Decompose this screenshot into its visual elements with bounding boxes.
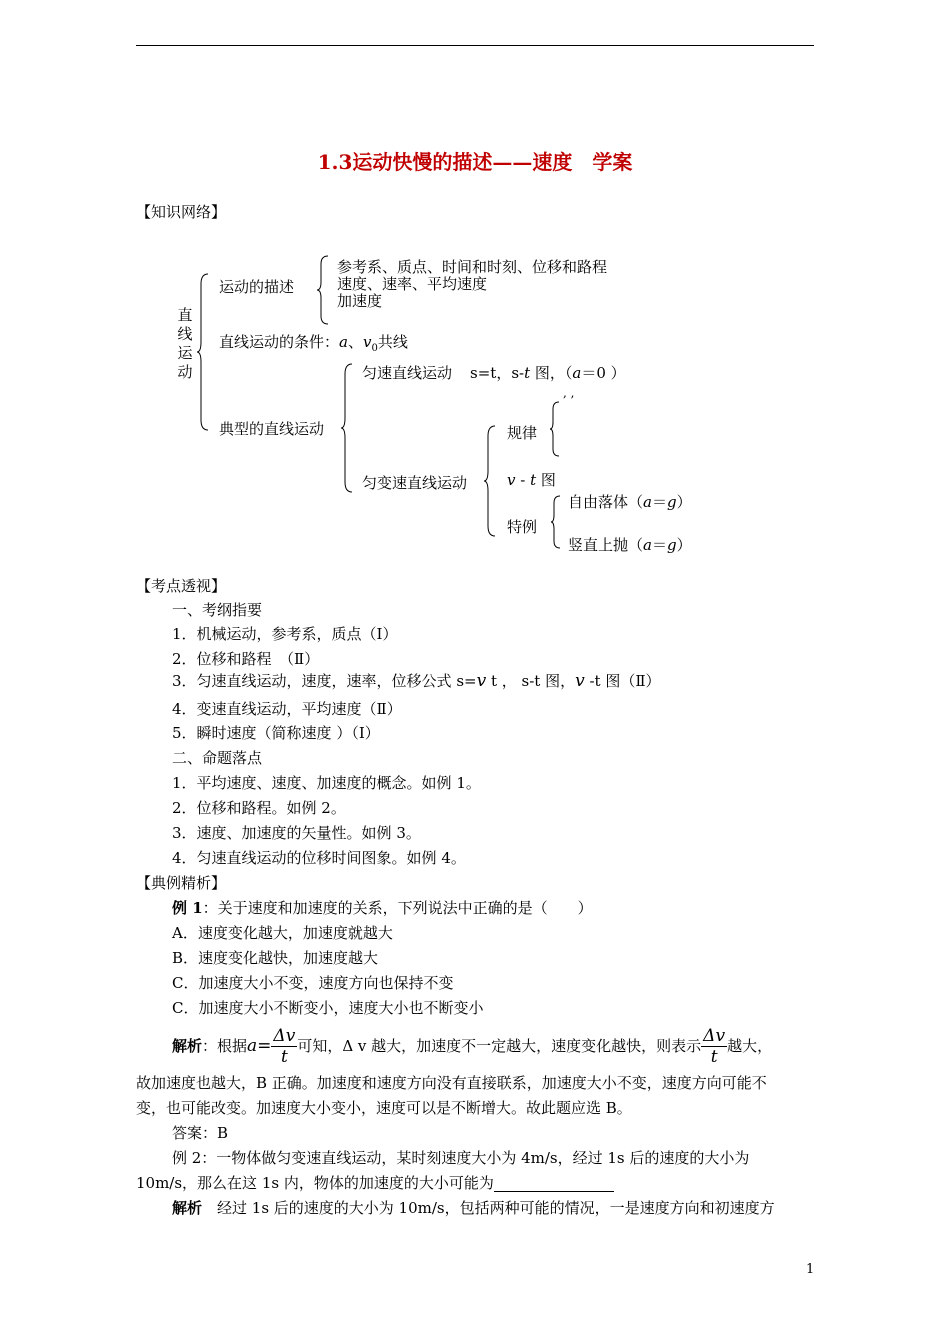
section-heading-network: 【知识网络】	[136, 203, 227, 221]
example1-option-b: B．速度变化越快，加速度越大	[172, 949, 379, 967]
exam-item-3: 3．匀速直线运动，速度，速率，位移公式 s=v t ， s-t 图，v -t 图（Ⅱ）	[172, 671, 661, 691]
example1-option-a: A．速度变化越大，加速度就越大	[172, 924, 393, 942]
network-desc: 运动的描述	[219, 278, 295, 296]
desc-item-2: 速度、速率、平均速度	[337, 275, 488, 293]
network-special: 特例	[507, 518, 538, 536]
exam-point-1: 1．平均速度、速度、加速度的概念。如例 1。	[172, 774, 481, 792]
page-title: 1.3运动快慢的描述——速度 学案	[317, 150, 633, 174]
example1-analysis-line3: 变，也可能改变。加速度大小变小，速度可以是不断增大。故此题应选 B。	[136, 1099, 632, 1117]
brace-law	[549, 400, 561, 458]
brace-root	[196, 272, 210, 432]
desc-item-3: 加速度	[337, 292, 383, 310]
fraction-dv-dt: $\frac{\Delta v}{t}$	[273, 1025, 296, 1067]
network-root: 直 线 运 动	[177, 306, 193, 381]
network-uniform: 匀速直线运动 s=t，s-t 图，（a＝0 ）	[362, 364, 626, 382]
exam-point-2: 2．位移和路程。如例 2。	[172, 799, 346, 817]
brace-typical	[340, 362, 354, 494]
network-freefall: 自由落体（a＝g）	[568, 493, 692, 511]
desc-item-1: 参考系、质点、时间和时刻、位移和路程	[337, 258, 608, 276]
exam-item-1: 1．机械运动，参考系，质点（Ⅰ）	[172, 625, 398, 643]
network-commas: , ,	[563, 386, 575, 400]
exam-heading-2: 二、命题落点	[172, 749, 263, 767]
brace-accel	[483, 424, 497, 538]
example1-answer: 答案：B	[172, 1124, 229, 1142]
network-law: 规律	[507, 424, 538, 442]
example1-question: 例 1：关于速度和加速度的关系，下列说法中正确的是（ ）	[172, 899, 593, 917]
example1-option-d: C．加速度大小不断变小，速度大小也不断变小	[172, 999, 484, 1017]
section-heading-exam: 【考点透视】	[136, 577, 227, 595]
header-rule	[136, 45, 814, 46]
network-condition: 直线运动的条件：a、$v_0$共线	[219, 333, 408, 354]
brace-desc	[316, 254, 330, 326]
exam-item-2: 2．位移和路程 （Ⅱ）	[172, 650, 320, 668]
fraction-dv-dt-2: $\frac{\Delta v}{t}$	[703, 1025, 726, 1067]
example2-line1: 例 2：一物体做匀变速直线运动，某时刻速度大小为 4m/s，经过 1s 后的速度的大小为	[172, 1149, 750, 1167]
exam-item-4: 4．变速直线运动，平均速度（Ⅱ）	[172, 700, 402, 718]
page-number: 1	[806, 1262, 815, 1277]
network-typical: 典型的直线运动	[219, 420, 325, 438]
section-heading-examples: 【典例精析】	[136, 874, 227, 892]
example1-option-c: C．加速度大小不变，速度方向也保持不变	[172, 974, 454, 992]
example2-line2: 10m/s，那么在这 1s 内，物体的加速度的大小可能为	[136, 1174, 614, 1192]
network-vt: v - t 图	[507, 471, 556, 489]
example2-analysis: 解析 经过 1s 后的速度的大小为 10m/s，包括两种可能的情况，一是速度方向和初速度方	[172, 1199, 775, 1217]
exam-heading-1: 一、考纲指要	[172, 601, 263, 619]
answer-blank[interactable]	[494, 1177, 614, 1192]
brace-special	[550, 494, 562, 550]
example1-analysis: 解析 ：根据 a = $\frac{\Delta v}{t}$ 可知，Δ v 越大，加速度不一定越大，速度变化越快，则表示 $\frac{\Delta v}{t}$ 越大，	[172, 1025, 773, 1067]
exam-point-4: 4．匀速直线运动的位移时间图象。如例 4。	[172, 849, 466, 867]
exam-item-5: 5．瞬时速度（简称速度 ）（Ⅰ）	[172, 724, 380, 742]
example1-analysis-line2: 故加速度也越大，B 正确。加速度和速度方向没有直接联系，加速度大小不变，速度方向可能不	[136, 1074, 767, 1092]
network-accel: 匀变速直线运动	[362, 474, 468, 492]
exam-point-3: 3．速度、加速度的矢量性。如例 3。	[172, 824, 421, 842]
network-upthrow: 竖直上抛（a＝g）	[568, 536, 692, 554]
